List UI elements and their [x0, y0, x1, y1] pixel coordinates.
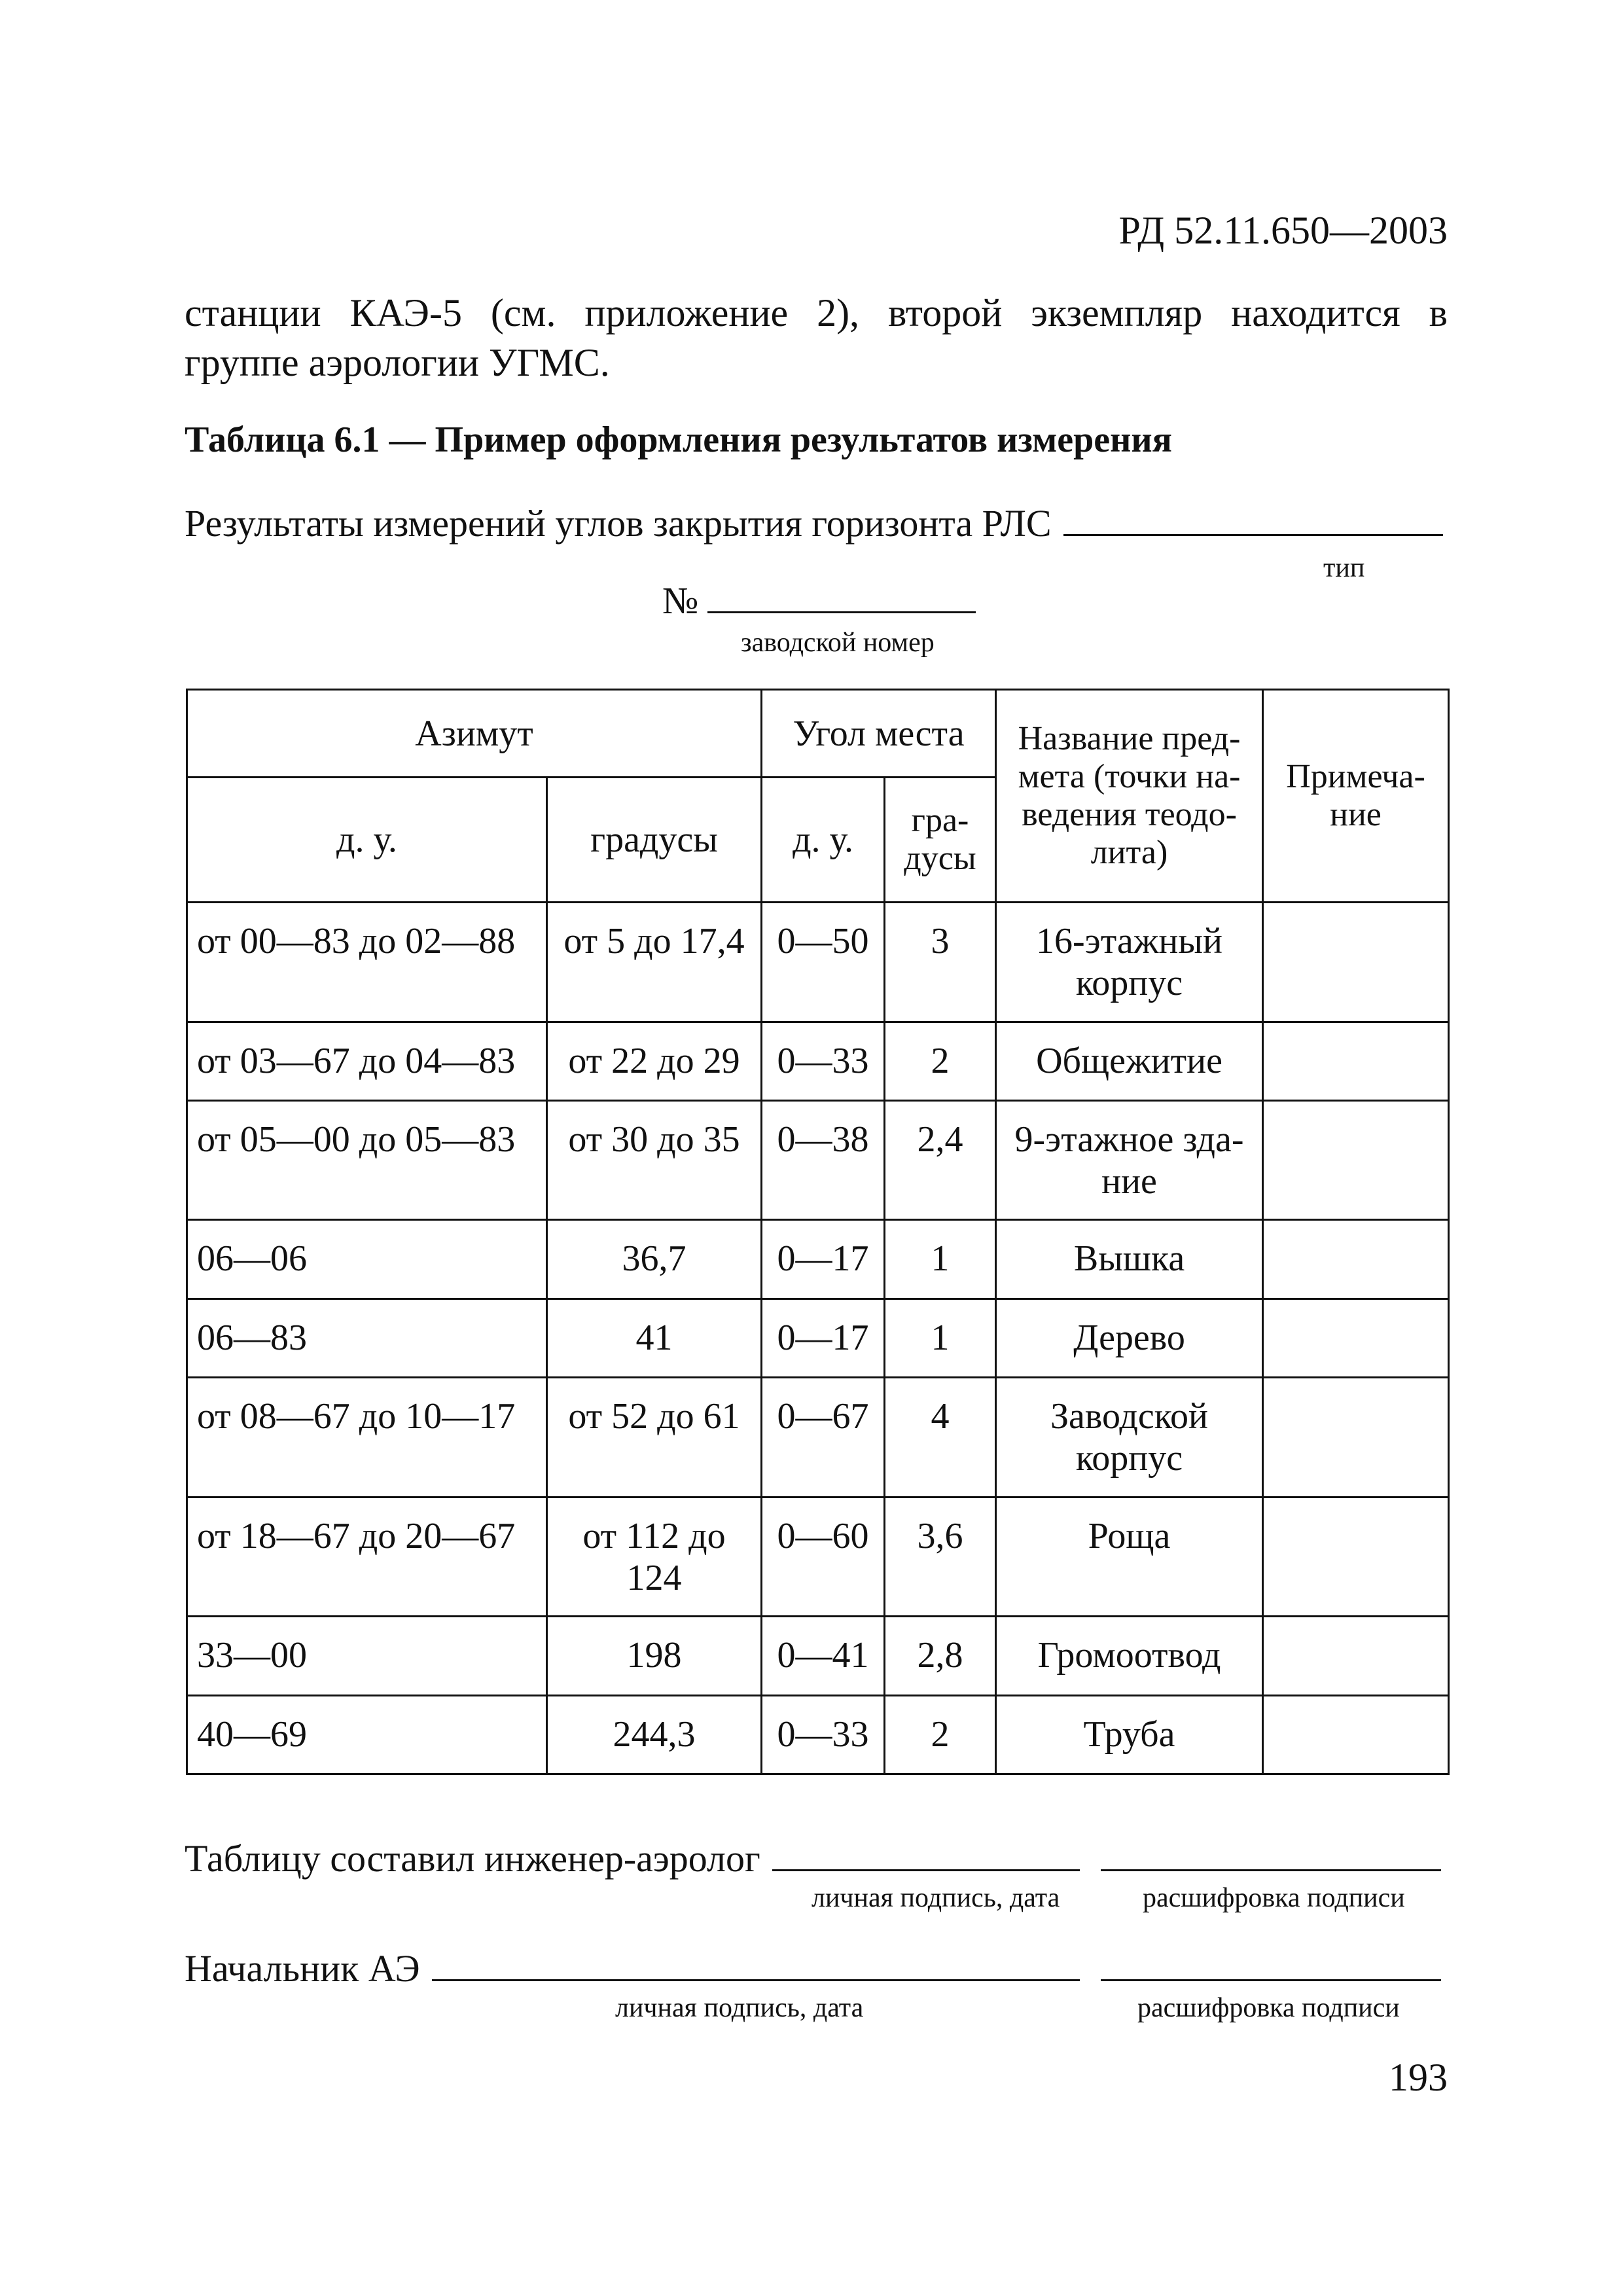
cell-note — [1263, 1299, 1449, 1377]
cell-el-deg: 2,4 — [885, 1100, 996, 1220]
head-signature-hint: личная подпись, дата — [615, 1993, 864, 2023]
results-label: Результаты измерений углов закрытия горизонта РЛС — [185, 502, 1052, 545]
header-elevation: Угол места — [762, 690, 996, 778]
cell-az-deg: 36,7 — [547, 1220, 762, 1299]
cell-az-deg: 41 — [547, 1299, 762, 1377]
intro-paragraph — [185, 288, 1448, 387]
cell-az-du: от 05—00 до 05—83 — [187, 1100, 547, 1220]
table-row — [187, 1378, 1449, 1498]
cell-note — [1263, 1100, 1449, 1220]
serial-hint: заводской номер — [741, 628, 935, 658]
cell-el-deg: 3 — [885, 902, 996, 1022]
intro-word: экземпляр — [1031, 291, 1203, 334]
cell-az-du: от 03—67 до 04—83 — [187, 1022, 547, 1100]
cell-az-du: 06—83 — [187, 1299, 547, 1377]
cell-az-du: 40—69 — [187, 1695, 547, 1774]
cell-az-deg: от 22 до 29 — [547, 1022, 762, 1100]
head-decoding-field[interactable] — [1101, 1943, 1441, 1981]
table-row — [187, 1100, 1449, 1220]
intro-word: 2), — [817, 291, 860, 334]
cell-el-du: 0—17 — [762, 1299, 885, 1377]
header-object-name: Название пред-мета (точки на-ведения теодо-лита) — [996, 690, 1263, 903]
cell-object: Дерево — [996, 1299, 1263, 1377]
intro-line-1 — [185, 288, 1448, 338]
table-caption: Таблица 6.1 — Пример оформления результатов измерения — [185, 420, 1172, 460]
cell-object: 9-этажное зда-ние — [996, 1100, 1263, 1220]
cell-el-du: 0—41 — [762, 1617, 885, 1695]
cell-object: Заводской корпус — [996, 1378, 1263, 1498]
cell-el-du: 0—67 — [762, 1378, 885, 1498]
compiler-decoding-field[interactable] — [1101, 1833, 1441, 1871]
header-az-deg: градусы — [547, 778, 762, 903]
intro-line-2: группе аэрологии УГМС. — [185, 341, 610, 384]
header-note: Примеча-ние — [1263, 690, 1449, 903]
cell-az-deg: 198 — [547, 1617, 762, 1695]
table-header-row-1 — [187, 690, 1449, 778]
cell-az-deg: от 30 до 35 — [547, 1100, 762, 1220]
results-table — [186, 689, 1450, 1775]
results-line — [185, 497, 1443, 545]
head-decoding-hint: расшифровка подписи — [1137, 1993, 1400, 2023]
cell-az-du: от 00—83 до 02—88 — [187, 902, 547, 1022]
cell-object: Труба — [996, 1695, 1263, 1774]
page-number: 193 — [1389, 2056, 1448, 2099]
number-sign: № — [662, 579, 699, 622]
header-el-deg: гра-дусы — [885, 778, 996, 903]
serial-line — [662, 575, 976, 622]
cell-el-du: 0—33 — [762, 1022, 885, 1100]
type-hint: тип — [1323, 553, 1365, 583]
cell-el-du: 0—33 — [762, 1695, 885, 1774]
serial-number-field[interactable] — [707, 575, 976, 613]
cell-el-deg: 3,6 — [885, 1497, 996, 1617]
document-code: РД 52.11.650—2003 — [1118, 209, 1448, 252]
cell-el-deg: 4 — [885, 1378, 996, 1498]
table-row — [187, 1022, 1449, 1100]
intro-word: (см. — [490, 291, 556, 334]
intro-word: КАЭ-5 — [349, 291, 462, 334]
header-el-du: д. у. — [762, 778, 885, 903]
cell-object: Вышка — [996, 1220, 1263, 1299]
cell-el-deg: 2,8 — [885, 1617, 996, 1695]
table-row — [187, 1220, 1449, 1299]
cell-note — [1263, 1022, 1449, 1100]
head-label: Начальник АЭ — [185, 1947, 420, 1990]
intro-word: второй — [887, 291, 1003, 334]
compiler-signature-row — [185, 1833, 1441, 1880]
table-row — [187, 1299, 1449, 1377]
cell-el-deg: 1 — [885, 1299, 996, 1377]
cell-el-deg: 2 — [885, 1695, 996, 1774]
header-az-du: д. у. — [187, 778, 547, 903]
cell-az-du: от 08—67 до 10—17 — [187, 1378, 547, 1498]
cell-object: Громоотвод — [996, 1617, 1263, 1695]
intro-word: в — [1429, 291, 1448, 334]
cell-note — [1263, 1617, 1449, 1695]
cell-object: 16-этажный корпус — [996, 902, 1263, 1022]
cell-el-du: 0—60 — [762, 1497, 885, 1617]
cell-el-deg: 1 — [885, 1220, 996, 1299]
cell-note — [1263, 1378, 1449, 1498]
intro-word: станции — [185, 291, 321, 334]
cell-az-deg: 244,3 — [547, 1695, 762, 1774]
cell-note — [1263, 1220, 1449, 1299]
cell-object: Общежитие — [996, 1022, 1263, 1100]
table-row — [187, 1695, 1449, 1774]
compiler-decoding-hint: расшифровка подписи — [1143, 1883, 1405, 1913]
cell-az-deg: от 52 до 61 — [547, 1378, 762, 1498]
intro-word: находится — [1231, 291, 1400, 334]
cell-note — [1263, 1497, 1449, 1617]
cell-object: Роща — [996, 1497, 1263, 1617]
cell-note — [1263, 902, 1449, 1022]
cell-note — [1263, 1695, 1449, 1774]
cell-el-du: 0—38 — [762, 1100, 885, 1220]
intro-word: приложение — [584, 291, 789, 334]
cell-el-du: 0—17 — [762, 1220, 885, 1299]
cell-az-du: 06—06 — [187, 1220, 547, 1299]
table-row — [187, 902, 1449, 1022]
cell-az-deg: от 112 до 124 — [547, 1497, 762, 1617]
head-signature-field[interactable] — [432, 1943, 1080, 1981]
compiler-label: Таблицу составил инженер-аэролог — [185, 1837, 760, 1880]
radar-type-field[interactable] — [1063, 497, 1443, 536]
cell-el-deg: 2 — [885, 1022, 996, 1100]
cell-az-du: от 18—67 до 20—67 — [187, 1497, 547, 1617]
cell-el-du: 0—50 — [762, 902, 885, 1022]
compiler-signature-field[interactable] — [772, 1833, 1080, 1871]
head-signature-row — [185, 1943, 1441, 1990]
cell-az-deg: от 5 до 17,4 — [547, 902, 762, 1022]
table-row — [187, 1617, 1449, 1695]
table-row — [187, 1497, 1449, 1617]
compiler-signature-hint: личная подпись, дата — [812, 1883, 1060, 1913]
header-azimuth: Азимут — [187, 690, 762, 778]
cell-az-du: 33—00 — [187, 1617, 547, 1695]
